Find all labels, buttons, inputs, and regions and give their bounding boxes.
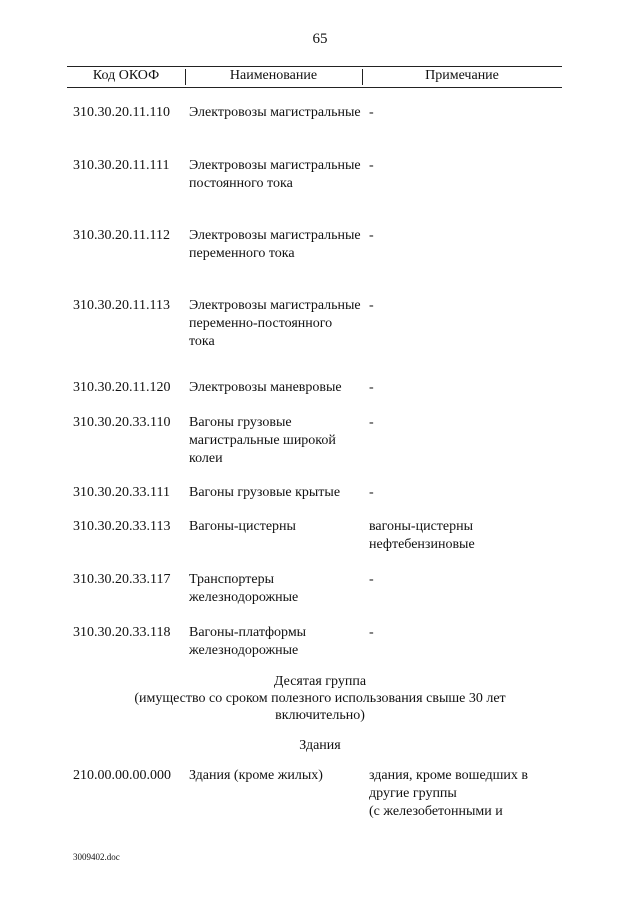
row-name: Вагоны грузовые магистральные широкой колеи: [189, 415, 336, 466]
row-note: -: [369, 158, 374, 173]
row-note: вагоны-цистерны нефтебензиновые: [369, 519, 475, 552]
row-name: Вагоны грузовые крытые: [189, 485, 341, 500]
row-name: Транспортеры железнодорожные: [189, 572, 299, 605]
row-code: 310.30.20.11.120: [73, 380, 171, 395]
row-name: Электровозы магистральные: [189, 105, 361, 120]
row-note: [369, 767, 569, 821]
row-note-line: здания, кроме вошедших в: [369, 768, 528, 783]
group-subtitle: (имущество со сроком полезного использования свыше 30 лет: [134, 691, 506, 706]
header-note: Примечание: [425, 68, 499, 83]
page-number: 65: [312, 31, 328, 47]
row-note: -: [369, 298, 374, 313]
row-code: 310.30.20.11.111: [73, 158, 170, 173]
table-header: [67, 66, 562, 88]
section-heading: Здания: [299, 738, 341, 753]
group-title: Десятая группа: [273, 674, 367, 689]
row-name: Электровозы магистральные переменного тока: [189, 228, 361, 261]
row-note: -: [369, 105, 374, 120]
row-code: 210.00.00.00.000: [73, 768, 171, 783]
row-note-line: (с железобетонными и: [369, 804, 503, 819]
row-note: -: [369, 228, 374, 243]
row-code: 310.30.20.33.111: [73, 485, 170, 500]
row-name: Электровозы магистральные постоянного тока: [189, 158, 361, 191]
row-code: 310.30.20.33.118: [73, 625, 171, 640]
footer-filename: 3009402.doc: [73, 852, 120, 862]
row-name: Электровозы маневровые: [189, 380, 342, 395]
row-code: 310.30.20.11.112: [73, 228, 170, 243]
row-name: Вагоны-цистерны: [189, 519, 296, 534]
row-name: Здания (кроме жилых): [189, 768, 323, 783]
row-note: -: [369, 625, 374, 640]
row-note: -: [369, 415, 374, 430]
row-code: 310.30.20.33.110: [73, 415, 171, 430]
header-name: Наименование: [229, 68, 318, 83]
row-code: 310.30.20.33.113: [73, 519, 171, 534]
group-subtitle-cont: включительно): [275, 708, 365, 723]
row-code: 310.30.20.11.110: [73, 105, 170, 120]
row-note: -: [369, 572, 374, 587]
header-code: Код ОКОФ: [92, 68, 160, 83]
row-code: 310.30.20.11.113: [73, 298, 170, 313]
row-code: 310.30.20.33.117: [73, 572, 171, 587]
row-name: Вагоны-платформы железнодорожные: [189, 625, 307, 658]
row-note-line: другие группы: [369, 786, 457, 801]
row-note: -: [369, 485, 374, 500]
row-name: Электровозы магистральные переменно-постоянного тока: [189, 298, 361, 349]
row-note: -: [369, 380, 374, 395]
